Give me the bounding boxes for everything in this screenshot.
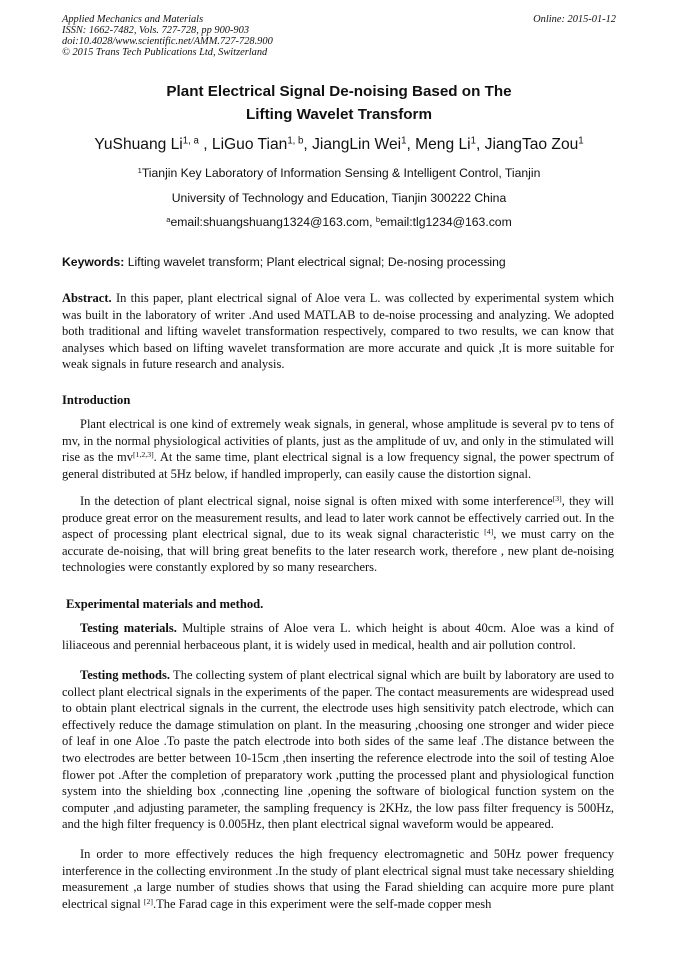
affiliation-line-1 xyxy=(62,165,616,181)
paragraph-text: The collecting system of plant electrical signal which are built by laboratory are used to collect plant electrical signals in the experiments of the paper. The contact measurements are widespread used to obtain plant electrical signals in the current, the electrode uses high sensitivity patch electrode, which can effectively reduce the damage stimulation on plant. In the measuring ,choosing one stronger and wider piece of leaf in one Aloe .To paste the patch electrode into both sides of the same leaf .The distance between the two electrodes are better between 10-15cm ,then inserting the reference electrode into the soil of testing Aloe flower pot .After the completion of preparatory work ,putting the processed plant and physiological function system into the shielding box ,connecting line ,opening the software of biological function system on the computer ,and adjusting parameter, the sampling frequency is 2KHz, the low pass filter frequency is 500Hz, and the high filter frequency is 0.005Hz, then plant electrical signal waveform would be appeared. xyxy=(62,668,614,832)
paragraph-text: . At the same time, plant electrical signal is a low frequency signal, the power spectrum of general distributed at 5Hz below, if handled improperly, can easily cause the distortion signal. xyxy=(62,450,614,481)
citation: [2] xyxy=(143,896,153,906)
author-separator: , xyxy=(198,136,212,153)
keywords xyxy=(62,254,616,270)
doi-line: doi:10.4028/www.scientific.net/AMM.727-728.900 xyxy=(62,36,273,47)
affiliation-line-2: University of Technology and Education, Tianjin 300222 China xyxy=(171,191,507,205)
author-name: JiangTao Zou xyxy=(484,136,579,153)
paragraph-text: , we must carry on the accurate de-noising, that will bring great benefits to the later research work, therefore , new plant de-noising technologies were constantly explored by so many researchers. xyxy=(62,527,615,575)
shielding-paragraph xyxy=(62,846,614,912)
author-affiliation-mark: 1, a xyxy=(182,135,199,147)
author-affiliation-mark: 1 xyxy=(401,135,407,147)
author-separator: , xyxy=(406,136,416,153)
author-name: LiGuo Tian xyxy=(211,136,288,153)
journal-header xyxy=(62,14,422,58)
author-affiliation-mark: 1 xyxy=(470,135,476,147)
author-name: Meng Li xyxy=(415,136,471,153)
issn-line: ISSN: 1662-7482, Vols. 727-728, pp 900-903 xyxy=(62,25,250,36)
introduction-paragraph-2 xyxy=(62,493,614,576)
citation: [1,2,3] xyxy=(132,449,154,459)
introduction-paragraph-1 xyxy=(62,416,614,482)
author-separator: , xyxy=(476,136,485,153)
author-name: JiangLin Wei xyxy=(312,136,402,153)
email-a: email:shuangshuang1324@163.com, xyxy=(170,215,376,229)
keywords-text: Lifting wavelet transform; Plant electrical signal; De-nosing processing xyxy=(124,255,506,269)
author-affiliation-mark: 1, b xyxy=(287,135,304,147)
affiliation-mark: 1 xyxy=(137,165,142,175)
paper-title xyxy=(62,80,616,126)
keywords-label: Keywords: xyxy=(62,255,125,269)
author-list xyxy=(62,135,616,155)
email-mark-a: a xyxy=(166,214,171,224)
copyright-line: © 2015 Trans Tech Publications Ltd, Switzerland xyxy=(62,47,268,58)
email-b: email:tlg1234@163.com xyxy=(380,215,512,229)
email-mark-b: b xyxy=(375,214,381,224)
paragraph-text: In order to more effectively reduces the high frequency electromagnetic and 50Hz power frequency interference in the collecting environment .In the study of plant electrical signal must take necessary shielding measurement ,a large number of studies shows that using the Farad shielding can acquire more pure plant electrical signal xyxy=(62,847,614,911)
testing-methods-label: Testing methods. xyxy=(80,668,170,682)
author-affiliation-mark: 1 xyxy=(578,135,584,147)
section-heading-experimental: Experimental materials and method. xyxy=(66,597,264,611)
author-separator: , xyxy=(303,136,313,153)
section-heading-introduction: Introduction xyxy=(62,393,131,407)
affiliation-text: Tianjin Key Laboratory of Information Sensing & Intelligent Control, Tianjin xyxy=(141,166,541,180)
testing-materials-label: Testing materials. xyxy=(80,621,177,635)
citation: [3] xyxy=(552,493,562,503)
email-line xyxy=(62,214,616,230)
author-name: YuShuang Li xyxy=(94,136,183,153)
testing-materials-paragraph xyxy=(62,620,614,653)
abstract-text: In this paper, plant electrical signal of Aloe vera L. was collected by experimental system which was built in the laboratory of writer .And used MATLAB to de-noise processing and analyzing. We adopted both traditional and lifting wavelet transformation respectively, compared to two results, we can know that analyses which based on lifting wavelet transformation are more accurate and quick ,It is more suitable for weak signals in future research and analysis. xyxy=(62,291,614,372)
abstract xyxy=(62,290,614,373)
paragraph-text: , they will produce great error on the measurement results, and lead to later work cannot be effectively carried out. In the aspect of processing plant electrical signal, due to its weak signal characteristic xyxy=(62,494,614,542)
paragraph-text: In the detection of plant electrical signal, noise signal is often mixed with some interference xyxy=(80,494,553,508)
paragraph-text: Plant electrical is one kind of extremely weak signals, in general, whose amplitude is several pv to tens of mv, in the normal physiological activities of plants, just as the amplitude of uv, and only in the stimulated will rise as the mv xyxy=(62,417,614,465)
citation: [4] xyxy=(484,526,494,536)
testing-methods-paragraph xyxy=(62,667,614,833)
abstract-label: Abstract. xyxy=(62,291,112,305)
paragraph-text: Multiple strains of Aloe vera L. which height is about 40cm. Aloe was a kind of liliaceous and perennial herbaceous plant, it is widely used in medical, health and air pollution control. xyxy=(62,621,615,652)
online-date: Online: 2015-01-12 xyxy=(533,14,616,25)
journal-name: Applied Mechanics and Materials xyxy=(62,14,204,25)
title-line-2: Lifting Wavelet Transform xyxy=(246,106,432,123)
title-line-1: Plant Electrical Signal De-noising Based on The xyxy=(166,83,512,100)
paragraph-text: .The Farad cage in this experiment were the self-made copper mesh xyxy=(152,896,492,911)
